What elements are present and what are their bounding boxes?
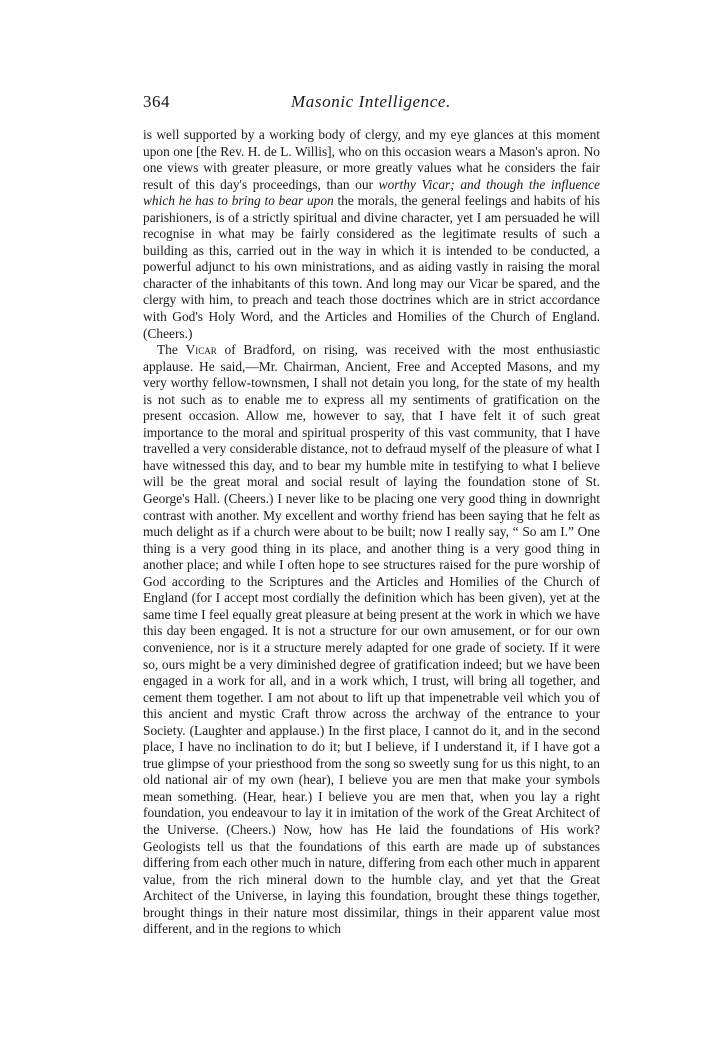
- paragraph: [143, 127, 600, 342]
- text-segment-small-caps: Vicar: [185, 342, 217, 358]
- text-segment: the morals, the general feelings and habits of his parishioners, is of a strictly spiritual and divine character, yet I am persuaded he will recognise in what may be fairly considered as the legitimate results of such a building as this, carried out in the way in which it is intended to be conducted, a powerful adjunct to his own ministrations, and as aiding vastly in raising the moral character of the inhabitants of this town. And long may our Vicar be spared, and the clergy with him, to preach and teach those doctrines which are in strict accordance with God's Holy Word, and the Articles and Homilies of the Church of England. (Cheers.): [143, 193, 600, 341]
- page-number: 364: [143, 92, 170, 111]
- text-segment: of Bradford, on rising, was received with the most enthusiastic applause. He said,—Mr. Chairman, Ancient, Free and Accepted Masons, and my very worthy fellow-townsmen, I shall not detain you long, for the state of my health is not such as to enable me to express all my sentiments of gratification on the present occasion. Allow me, however to say, that I have felt it of such great importance to the moral and spiritual prosperity of this vast community, that I have travelled a very considerable distance, not to defraud myself of the pleasure of what I have witnessed this day, and to bear my humble mite in testifying to what I believe will be the great moral and social result of laying the foundation stone of St. George's Hall. (Cheers.) I never like to be placing one very good thing in downright contrast with another. My excellent and worthy friend has been saying that he felt as much delight as if a church were about to be built; now I really say, “ So am I.” One thing is a very good thing in its place, and another thing is a very good thing in another place; and while I often hope to see structures raised for the pure worship of God according to the Scriptures and the Articles and Homilies of the Church of England (for I accept most cordially the definition which has been given), yet at the same time I feel equally great pleasure at being present at the work in which we have this day been engaged. It is not a structure for our own amusement, or for our own convenience, nor is it a structure merely adapted for one grade of society. If it were so, ours might be a very diminished degree of gratification indeed; but we have been engaged in a work for all, and in a work which, I trust, will bring all together, and cement them together. I am not about to lift up that impenetrable veil which you of this ancient and mystic Craft throw across the archway of the entrance to your Society. (Laughter and applause.) In the first place, I cannot do it, and in the second place, I have no inclination to do it; but I believe, if I understand it, if I have got a true glimpse of your priesthood from the song so sweetly sung for us this night, to an old national air of my own (hear), I believe you are men that make your symbols mean something. (Hear, hear.) I believe you are men that, when you lay a right foundation, you endeavour to lay it in imitation of the work of the Great Architect of the Universe. (Cheers.) Now, how has He laid the foundations of His work? Geologists tell us that the foundations of this earth are made up of substances differing from each other much in nature, differing from each other much in apparent value, from the rich mineral down to the humble clay, and yet that the Great Architect of the Universe, in laying this foundation, brought these things together, brought things in their nature most dissimilar, things in their apparent value most different, and in the regions to which: [143, 342, 600, 937]
- paragraph: [143, 342, 600, 938]
- text-segment: The: [157, 342, 186, 358]
- text-segment: is well supported by a working body of clergy, and my eye glances at this moment upon one [the Rev. H. de L. Willis], who on this occasion wears a Mason's apron. No one views with greater pleasure, or more greatly values what he considers the fair result of this day's proceedings, than our: [143, 127, 600, 192]
- page-header: [143, 92, 599, 116]
- running-title: Masonic Intelligence.: [291, 92, 451, 111]
- text-segment-italic: worthy Vicar; and though the influence which he has to bring to bear upon: [143, 176, 600, 209]
- body-text: [143, 127, 600, 938]
